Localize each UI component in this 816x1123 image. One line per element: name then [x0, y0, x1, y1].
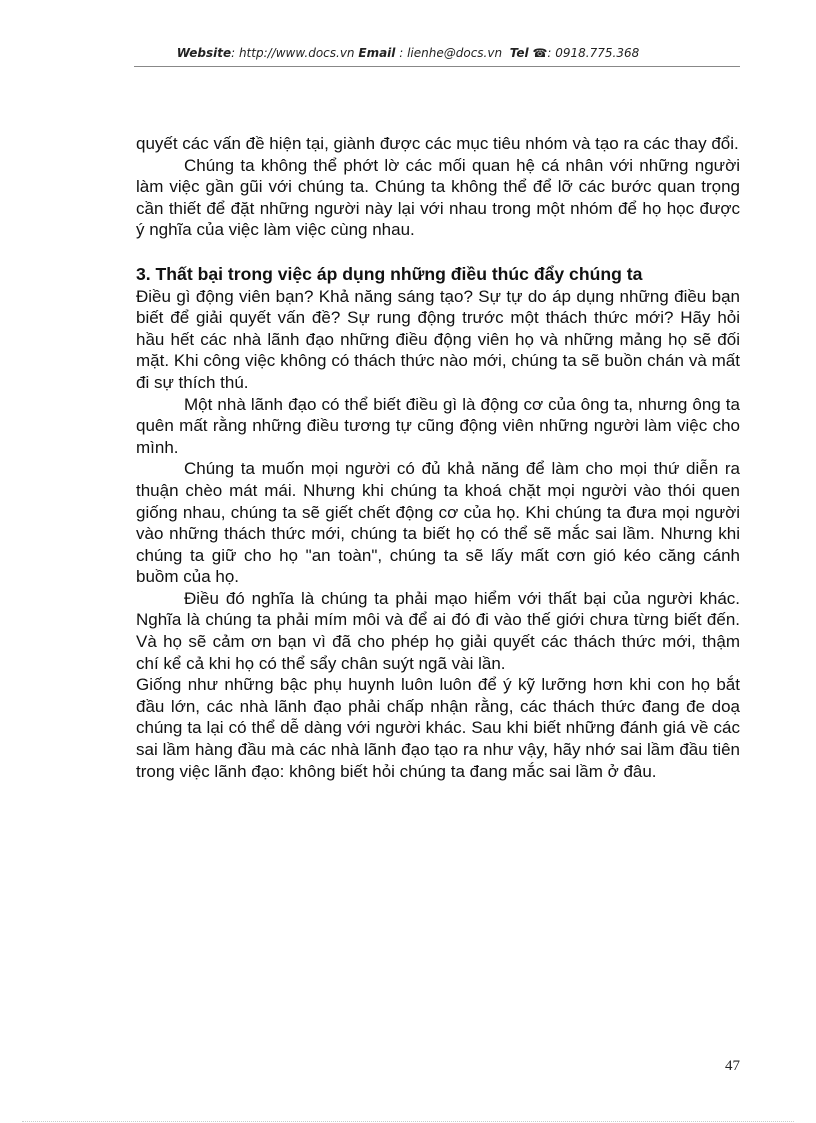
paragraph-6: Điều đó nghĩa là chúng ta phải mạo hiểm với thất bại của người khác. Nghĩa là chúng ta phải mím môi và để ai đó đi vào thế giới chưa từng biết đến. Và họ sẽ cảm ơn bạn vì đã cho phép họ giải quyết các thách thức mới, thậm chí kể cả khi họ có thể sẩy chân suýt ngã vài lần.: [136, 588, 740, 673]
paragraph-5: Chúng ta muốn mọi người có đủ khả năng để làm cho mọi thứ diễn ra thuận chèo mát mái. Nhưng khi chúng ta khoá chặt mọi người vào thói quen giống nhau, chúng ta sẽ giết chết động cơ của họ. Khi chúng ta đưa mọi người vào những thách thức mới, chúng ta biết họ có thể sẽ mắc sai lầm. Nhưng khi chúng ta giữ cho họ "an toàn", chúng ta sẽ lấy mất cơn gió kéo căng cánh buồm của họ.: [136, 459, 740, 587]
email-label: Email: [358, 46, 396, 60]
paragraph-7: Giống như những bậc phụ huynh luôn luôn để ý kỹ lưỡng hơn khi con họ bắt đầu lớn, các nhà lãnh đạo phải chấp nhận rằng, các thách thức đang đe doạ chúng ta lại có thể dễ dàng với người khác. Sau khi biết những đánh giá về các sai lầm hàng đầu mà các nhà lãnh đạo tạo ra như vậy, hãy nhớ sai lầm đầu tiên trong việc lãnh đạo: không biết hỏi chúng ta đang mắc sai lầm ở đâu.: [136, 675, 740, 781]
email-value: : lienhe@docs.vn: [399, 46, 503, 60]
paragraph-3: Điều gì động viên bạn? Khả năng sáng tạo? Sự tự do áp dụng những điều bạn biết để giải quyết vấn đề? Sự rung động trước một thách thức mới? Hãy hỏi hầu hết các nhà lãnh đạo những điều động viên họ và những mảng họ sẽ đối mặt. Khi công việc không có thách thức nào mới, chúng ta sẽ buồn chán và mất đi sự thích thú.: [136, 286, 740, 392]
document-body: [136, 133, 740, 782]
website-value: : http://www.docs.vn: [231, 46, 355, 60]
paragraph-2: Chúng ta không thể phớt lờ các mối quan hệ cá nhân với những người làm việc gần gũi với chúng ta. Chúng ta không thể để lỡ các bước quan trọng cần thiết để đặt những người này lại với nhau trong một nhóm để họ học được ý nghĩa của việc làm việc cùng nhau.: [136, 155, 740, 240]
page-header: [0, 46, 816, 60]
section-heading: 3. Thất bại trong việc áp dụng những điều thúc đẩy chúng ta: [136, 263, 643, 284]
footer-divider: [22, 1121, 794, 1122]
website-label: Website: [176, 46, 232, 60]
header-divider: [134, 66, 740, 67]
page-number: 47: [725, 1058, 740, 1074]
tel-value: : 0918.775.368: [547, 46, 640, 60]
paragraph-4: Một nhà lãnh đạo có thể biết điều gì là động cơ của ông ta, nhưng ông ta quên mất rằng những điều tương tự cũng động viên những người làm việc cho mình.: [136, 394, 740, 457]
tel-label: Tel: [509, 46, 529, 60]
phone-icon: ☎: [532, 46, 548, 60]
paragraph-1: quyết các vấn đề hiện tại, giành được các mục tiêu nhóm và tạo ra các thay đổi.: [136, 134, 739, 153]
